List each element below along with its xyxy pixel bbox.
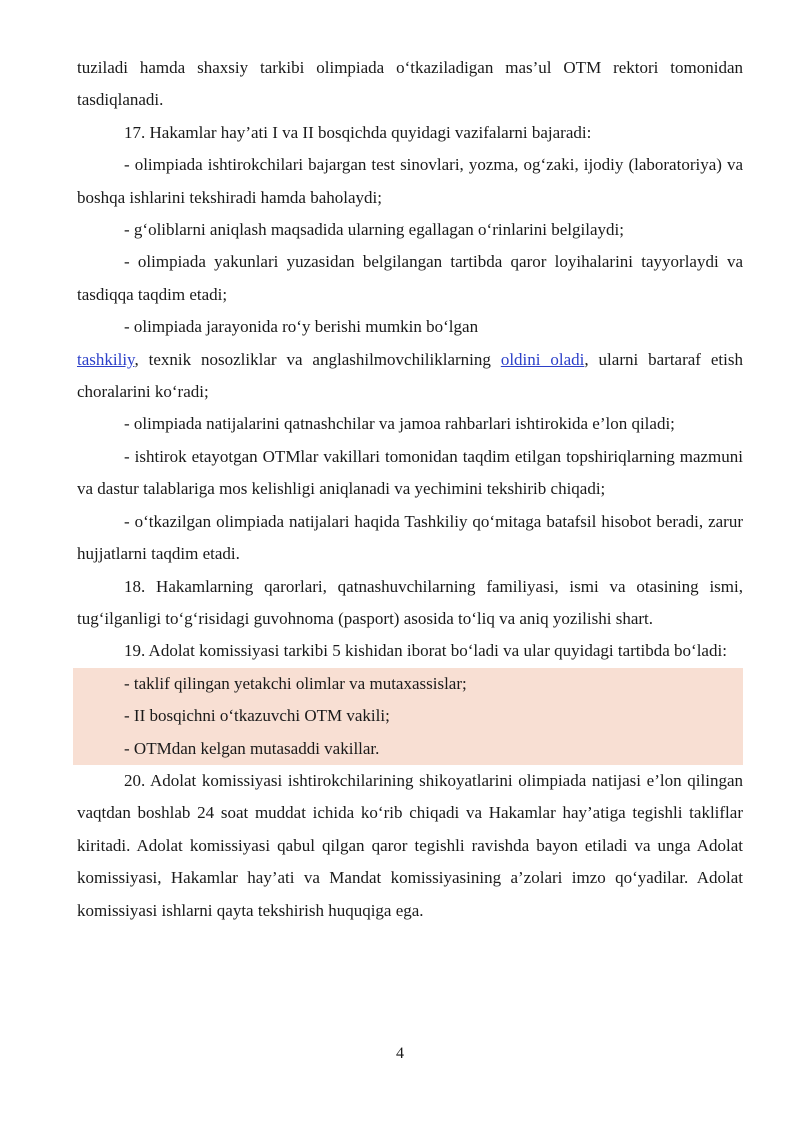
- highlighted-list: [73, 668, 743, 765]
- list-item-17-7: - o‘tkazilgan olimpiada natijalari haqida Tashkiliy qo‘mitaga batafsil hisobot beradi, zarur hujjatlarni taqdim etadi.: [77, 511, 743, 564]
- list-item-17-3: - olimpiada yakunlari yuzasidan belgilangan tartibda qaror loyihalarini tayyorlaydi va tasdiqqa taqdim etadi;: [77, 252, 743, 304]
- list-item-17-4-text-b: , texnik nosozliklar va anglashilmovchiliklarning: [134, 349, 501, 369]
- paragraph-17: 17. Hakamlar hay’ati I va II bosqichda quyidagi vazifalarni bajaradi:: [124, 122, 592, 142]
- page-number: 4: [396, 1045, 404, 1062]
- link-tashkiliy[interactable]: tashkiliy: [77, 349, 135, 369]
- list-item-17-4-continued: [77, 344, 743, 409]
- list-item-17-6: - ishtirok etayotgan OTMlar vakillari tomonidan taqdim etilgan topshiriqlarning mazmuni va dastur talablariga mos kelishligi aniqlanadi va yechimini tekshirib chiqadi;: [77, 446, 743, 499]
- paragraph-20: 20. Adolat komissiyasi ishtirokchilarining shikoyatlarini olimpiada natijasi e’lon qilingan vaqtdan boshlab 24 soat muddat ichida ko‘rib chiqadi va Hakamlar hay’atiga tegishli takliflar kiritadi. Adolat komissiyasi qabul qilgan qaror tegishli ravishda bayon etiladi va unga Adolat komissiyasi, Hakamlar hay’ati va Mandat komissiyasining a’zolari imzo qo‘yadilar. Adolat komissiyasi ishlarni qayta tekshirish huquqiga ega.: [77, 770, 743, 920]
- paragraph-intro: tuziladi hamda shaxsiy tarkibi olimpiada o‘tkaziladigan mas’ul OTM rektori tomonidan tasdiqlanadi.: [77, 58, 743, 110]
- paragraph-19: 19. Adolat komissiyasi tarkibi 5 kishidan iborat bo‘ladi va ular quyidagi tartibda bo‘ladi:: [124, 641, 727, 661]
- list-item-17-2: - g‘oliblarni aniqlash maqsadida ularning egallagan o‘rinlarini belgilaydi;: [124, 220, 624, 240]
- link-oldini-oladi[interactable]: oldini oladi: [500, 349, 585, 369]
- list-item-17-4-start: - olimpiada jarayonida ro‘y berishi mumkin bo‘lgan: [124, 317, 479, 337]
- list-item-19-1: - taklif qilingan yetakchi olimlar va mutaxassislar;: [124, 673, 467, 693]
- list-item-17-4-text-c: , ularni bartaraf etish choralarini ko‘radi;: [77, 349, 743, 402]
- paragraph-18: 18. Hakamlarning qarorlari, qatnashuvchilarning familiyasi, ismi va otasining ismi, tug‘ilganligi to‘g‘risidagi guvohnoma (pasport) asosida to‘liq va aniq yozilishi shart.: [77, 576, 743, 628]
- document-page: [77, 52, 743, 927]
- list-item-19-2: - II bosqichni o‘tkazuvchi OTM vakili;: [124, 706, 390, 726]
- list-item-17-1: - olimpiada ishtirokchilari bajargan test sinovlari, yozma, og‘zaki, ijodiy (laboratoriya) va boshqa ishlarini tekshiradi hamda baholaydi;: [77, 155, 743, 207]
- list-item-19-3: - OTMdan kelgan mutasaddi vakillar.: [124, 738, 380, 758]
- list-item-17-5: - olimpiada natijalarini qatnashchilar va jamoa rahbarlari ishtirokida e’lon qiladi;: [124, 414, 675, 434]
